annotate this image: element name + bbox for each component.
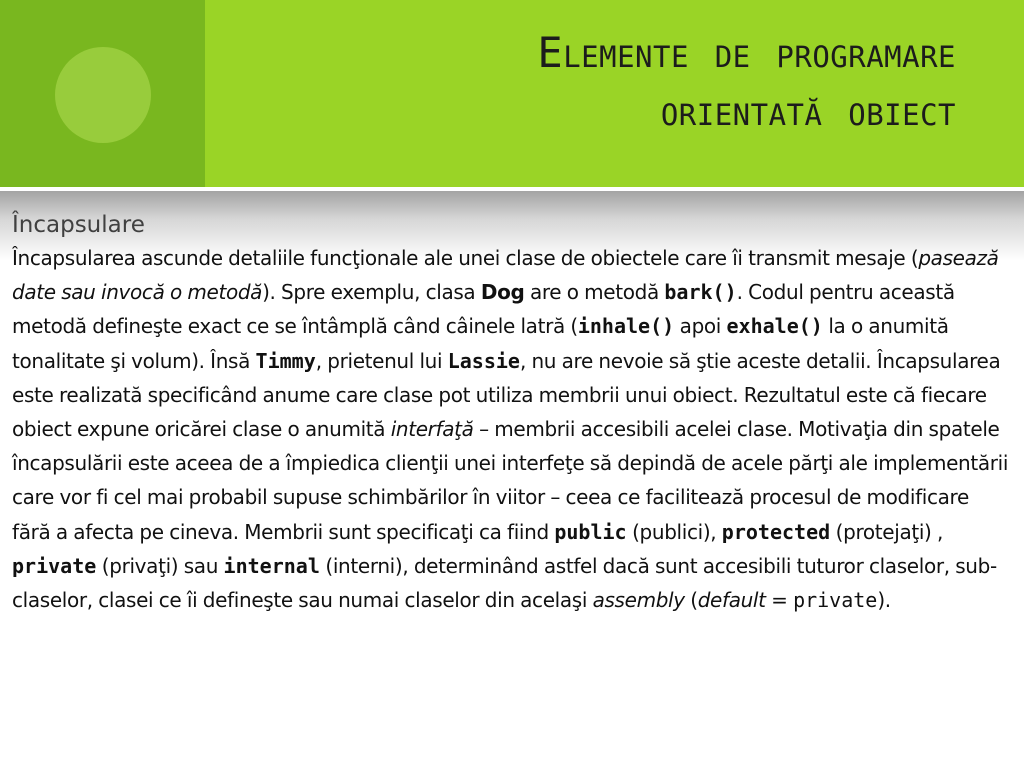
text-run: ). bbox=[877, 588, 891, 613]
text-run: (interni), determinând astfel dacă sunt accesibili tuturor claselor, sub-claselor, clasei ce îi defineşte sau numai claselor din acelaşi bbox=[12, 553, 997, 613]
text-run: la o anumită tonalitate şi volum). Însă bbox=[12, 314, 949, 373]
text-run: (publici), bbox=[626, 519, 722, 544]
text-run: Încapsularea ascunde detaliile funcţionale ale unei clase de obiectele care îi transmit mesaje ( bbox=[12, 246, 919, 270]
code-inhale: inhale() bbox=[577, 314, 675, 339]
code-exhale: exhale() bbox=[726, 314, 823, 339]
text-run: are o metodă bbox=[524, 280, 665, 305]
section-heading: Încapsulare bbox=[12, 212, 145, 238]
code-protected: protected bbox=[721, 519, 831, 544]
class-name-dog: Dog bbox=[480, 280, 525, 305]
italic-run: pasează date sau invocă o metodă bbox=[12, 246, 999, 305]
body-paragraph bbox=[12, 241, 1012, 617]
text-run: , nu are nevoie să ştie aceste detalii. Încapsularea este realizată specificând anume care clase pot utiliza membrii unui obiect. Rezultatul este că fiecare obiect expune oricărei clase o anumită bbox=[12, 348, 1001, 442]
slide-content bbox=[12, 209, 1012, 617]
slide-title-line-2: orientată obiect bbox=[660, 86, 956, 135]
slide-title-line-1: Elemente de programare bbox=[537, 28, 956, 77]
text-run: , prietenul lui bbox=[315, 348, 448, 373]
text-run: ). Spre exemplu, clasa bbox=[262, 280, 481, 305]
text-run: . Codul pentru această metodă defineşte exact ce se întâmplă când câinele latră ( bbox=[12, 280, 955, 339]
code-bark: bark() bbox=[664, 280, 737, 305]
code-public: public bbox=[554, 519, 627, 544]
text-run: = bbox=[765, 588, 794, 613]
italic-interfata: interfaţă bbox=[390, 417, 474, 442]
text-run: apoi bbox=[674, 314, 727, 339]
text-run: (protejaţi) , bbox=[830, 519, 944, 544]
code-timmy: Timmy bbox=[255, 348, 316, 373]
text-run: ( bbox=[684, 588, 698, 613]
decorative-circle bbox=[55, 47, 151, 143]
text-run: (privaţi) sau bbox=[96, 553, 224, 578]
italic-assembly: assembly bbox=[592, 588, 685, 613]
code-lassie: Lassie bbox=[447, 348, 520, 373]
slide-title bbox=[196, 24, 956, 140]
code-internal: internal bbox=[223, 553, 320, 578]
code-private: private bbox=[12, 553, 97, 578]
code-private-default: private bbox=[793, 588, 878, 613]
italic-default: default bbox=[697, 588, 766, 613]
text-run: – membrii accesibili acelei clase. Motivaţia din spatele încapsulării este aceea de a împiedica clienţii unei interfeţe să depindă de acele părţi ale implementării care vor fi cel mai probabil supuse schimbărilor în viitor – ceea ce facilitează procesul de modificare fără a afecta pe cineva. Membrii sunt specificaţi ca fiind bbox=[12, 417, 1009, 544]
